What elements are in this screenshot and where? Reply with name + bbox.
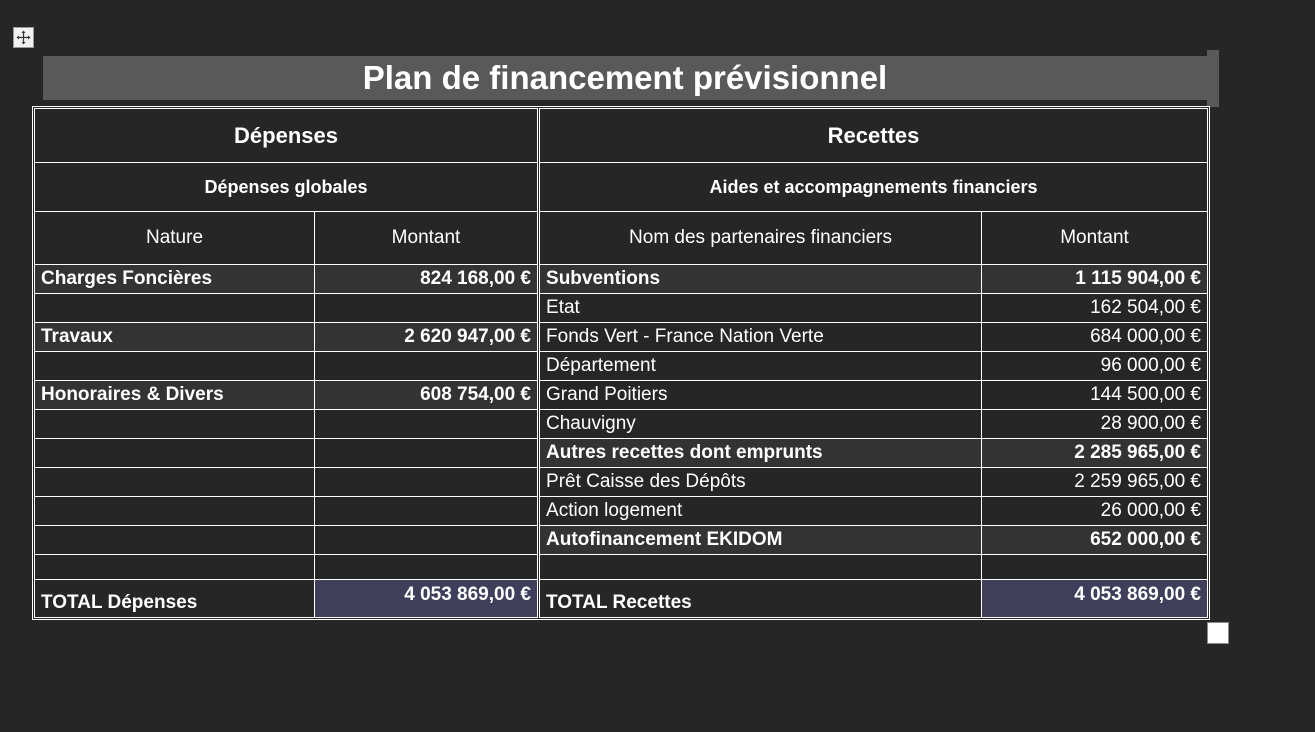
- table-cell[interactable]: 1 115 904,00 €: [982, 265, 1208, 294]
- table-cell[interactable]: 28 900,00 €: [982, 410, 1208, 439]
- table-cell[interactable]: [35, 439, 315, 468]
- section-header-row: [35, 109, 1208, 163]
- table-resize-handle[interactable]: [1207, 622, 1229, 644]
- table-cell[interactable]: Honoraires & Divers: [35, 381, 315, 410]
- table-row: [35, 526, 1208, 555]
- table-cell[interactable]: 162 504,00 €: [982, 294, 1208, 323]
- financing-table[interactable]: [34, 108, 1208, 618]
- table-row: [35, 381, 1208, 410]
- table-row: [35, 323, 1208, 352]
- table-cell[interactable]: [315, 497, 539, 526]
- table-cell[interactable]: Chauvigny: [539, 410, 982, 439]
- depenses-globales-header[interactable]: Dépenses globales: [35, 163, 539, 212]
- table-cell[interactable]: Etat: [539, 294, 982, 323]
- table-cell[interactable]: 608 754,00 €: [315, 381, 539, 410]
- table-cell[interactable]: [35, 468, 315, 497]
- recettes-header[interactable]: Recettes: [539, 109, 1208, 163]
- table-cell[interactable]: [35, 410, 315, 439]
- table-cell[interactable]: Travaux: [35, 323, 315, 352]
- table-cell[interactable]: 652 000,00 €: [982, 526, 1208, 555]
- partenaires-column-header[interactable]: Nom des partenaires financiers: [539, 212, 982, 265]
- total-depenses-label[interactable]: TOTAL Dépenses: [35, 580, 315, 618]
- table-cell[interactable]: [35, 294, 315, 323]
- table-cell[interactable]: [315, 294, 539, 323]
- total-recettes-label[interactable]: TOTAL Recettes: [539, 580, 982, 618]
- table-cell[interactable]: 824 168,00 €: [315, 265, 539, 294]
- table-cell[interactable]: Subventions: [539, 265, 982, 294]
- table-cell[interactable]: Prêt Caisse des Dépôts: [539, 468, 982, 497]
- table-cell[interactable]: 2 259 965,00 €: [982, 468, 1208, 497]
- table-row: [35, 439, 1208, 468]
- column-header-row: [35, 212, 1208, 265]
- sub-header-row: [35, 163, 1208, 212]
- table-cell[interactable]: [315, 352, 539, 381]
- table-cell[interactable]: [315, 410, 539, 439]
- table-row: [35, 294, 1208, 323]
- table-row: [35, 468, 1208, 497]
- table-cell[interactable]: [315, 468, 539, 497]
- table-row: [35, 265, 1208, 294]
- montant-right-column-header[interactable]: Montant: [982, 212, 1208, 265]
- table-row: [35, 497, 1208, 526]
- table-cell[interactable]: Autres recettes dont emprunts: [539, 439, 982, 468]
- table-row: [35, 352, 1208, 381]
- page-title: Plan de financement prévisionnel: [362, 59, 888, 96]
- aides-header[interactable]: Aides et accompagnements financiers: [539, 163, 1208, 212]
- montant-left-column-header[interactable]: Montant: [315, 212, 539, 265]
- table-cell[interactable]: [315, 526, 539, 555]
- total-recettes-amount[interactable]: 4 053 869,00 €: [982, 580, 1208, 618]
- table-cell[interactable]: [35, 526, 315, 555]
- table-cell[interactable]: [982, 555, 1208, 580]
- table-cell[interactable]: 2 620 947,00 €: [315, 323, 539, 352]
- table-cell[interactable]: Autofinancement EKIDOM: [539, 526, 982, 555]
- table-move-handle[interactable]: [13, 27, 34, 48]
- table-cell[interactable]: 2 285 965,00 €: [982, 439, 1208, 468]
- table-cell[interactable]: 144 500,00 €: [982, 381, 1208, 410]
- move-arrows-icon: [16, 30, 31, 45]
- total-depenses-amount[interactable]: 4 053 869,00 €: [315, 580, 539, 618]
- table-cell[interactable]: Action logement: [539, 497, 982, 526]
- table-cell[interactable]: [35, 352, 315, 381]
- title-bar-edge: [1207, 50, 1219, 107]
- table-cell[interactable]: Grand Poitiers: [539, 381, 982, 410]
- table-cell[interactable]: Fonds Vert - France Nation Verte: [539, 323, 982, 352]
- table-cell[interactable]: 26 000,00 €: [982, 497, 1208, 526]
- table-cell[interactable]: 684 000,00 €: [982, 323, 1208, 352]
- table-cell[interactable]: [539, 555, 982, 580]
- table-cell[interactable]: 96 000,00 €: [982, 352, 1208, 381]
- depenses-header[interactable]: Dépenses: [35, 109, 539, 163]
- nature-column-header[interactable]: Nature: [35, 212, 315, 265]
- table-cell[interactable]: Charges Foncières: [35, 265, 315, 294]
- table-cell[interactable]: [315, 439, 539, 468]
- table-cell[interactable]: [35, 555, 315, 580]
- table-cell[interactable]: Département: [539, 352, 982, 381]
- table-row: [35, 555, 1208, 580]
- title-bar: [43, 56, 1207, 100]
- table-cell[interactable]: [315, 555, 539, 580]
- total-row: [35, 580, 1208, 618]
- table-cell[interactable]: [35, 497, 315, 526]
- table-row: [35, 410, 1208, 439]
